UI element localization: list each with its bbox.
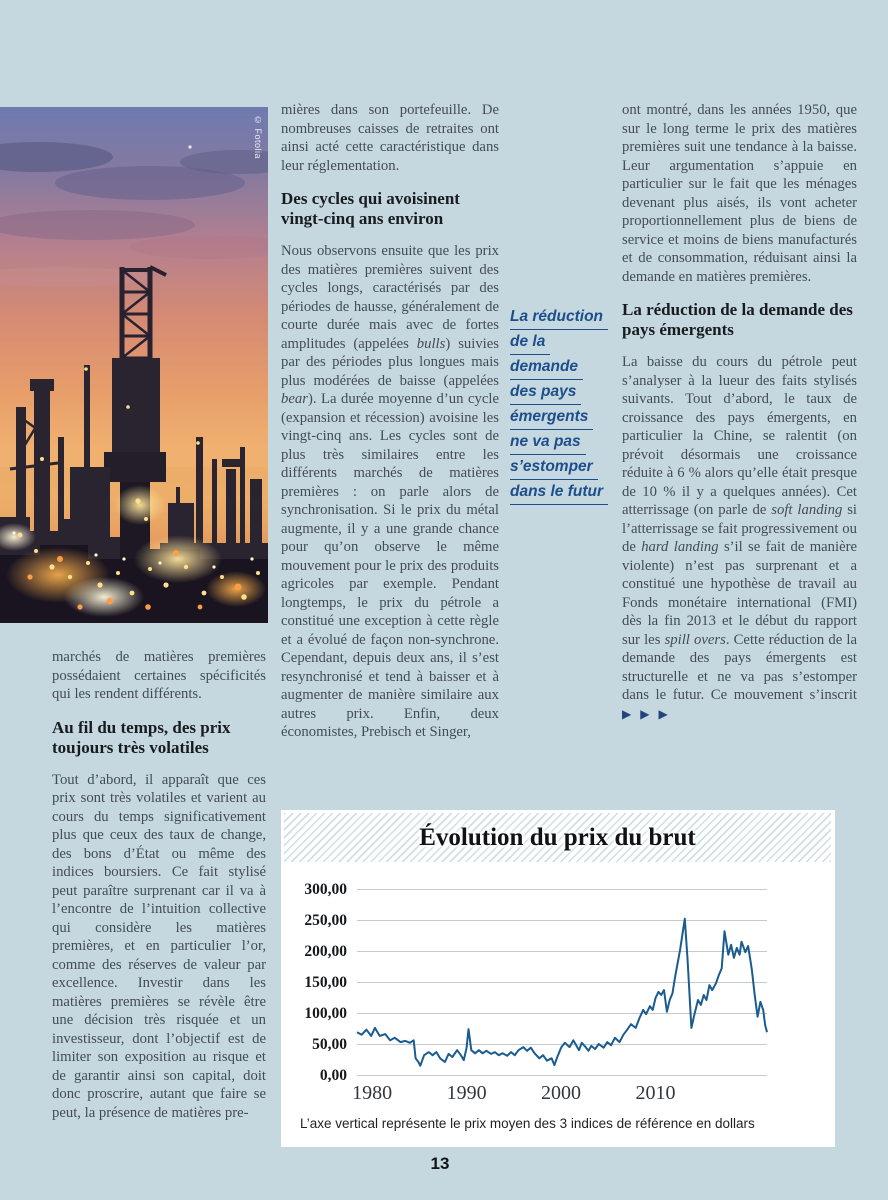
x-axis-tick-label: 1980 xyxy=(352,1082,393,1104)
y-axis-tick-label: 100,00 xyxy=(304,1005,347,1022)
refinery-photo-art xyxy=(0,107,268,623)
pull-quote-line xyxy=(510,480,614,505)
pull-quote xyxy=(510,305,614,505)
section-heading: La réduction de la demande des pays émergents xyxy=(622,300,853,339)
pull-quote-text: La réduction xyxy=(510,305,608,330)
pull-quote-text: dans le futur xyxy=(510,480,608,505)
text-segment: Tout d’abord, il apparaît que ces prix sont très volatiles et varient au cours du temps significativement plus que ceux des taux de change, des bons d’État ou même des indices boursiers. Ce fait stylisé peut paraître surprenant car il va à l’encontre de l’intuition collective qui considère les matières premières, et en particulier l’or, comme des réserves de valeur par excellence. Investir dans les matières premières se révèle être une décision très risquée et un investisseur, dont l’objectif est de limiter son exposition au risque et de garantir ainsi son capital, doit donc proscrire, autant que faire se peut, la présence de matières pre- xyxy=(52,771,266,1121)
text-segment: mières dans son portefeuille. De nombreuses caisses de retraites ont ainsi acté cette caractéristique dans leur réglementation. xyxy=(281,102,499,174)
text-segment: si l’atterrissage se fait progressivement ou de xyxy=(622,502,858,555)
text-segment: bulls xyxy=(416,335,446,352)
text-segment: spill overs xyxy=(664,631,726,648)
pull-quote-line xyxy=(510,380,614,405)
body-paragraph xyxy=(281,242,499,742)
oil-price-chart-panel xyxy=(281,810,835,1147)
pull-quote-text: émergents xyxy=(510,405,593,430)
pull-quote-text: ne va pas xyxy=(510,430,586,455)
pull-quote-line xyxy=(510,405,614,430)
body-paragraph xyxy=(281,101,499,175)
pull-quote-text: demande xyxy=(510,355,583,380)
body-paragraph xyxy=(622,353,857,723)
text-segment: ont montré, dans les années 1950, que sur le long terme le prix des matières premières suit une tendance à la baisse. Leur argumentation s’appuie en particulier sur le fait que les ménages devenant plus aisés, ils vont acheter proportionnellement plus de biens de service et moins de biens manufacturés et de consommation, réduisant ainsi la demande en matières premières. xyxy=(622,102,857,285)
pull-quote-line xyxy=(510,330,614,355)
text-segment: ) suivies par des périodes plus longues mais plus modérées de baisse (appelées xyxy=(281,335,499,389)
text-segment: hard landing xyxy=(641,539,719,555)
refinery-photo xyxy=(0,107,268,623)
pull-quote-line xyxy=(510,455,614,480)
pull-quote-text: des pays xyxy=(510,380,581,405)
pull-quote-text: de la xyxy=(510,330,550,355)
column-middle xyxy=(281,101,499,755)
body-paragraph xyxy=(52,771,266,1123)
y-axis-tick-label: 300,00 xyxy=(304,881,347,898)
chart-caption: L’axe vertical représente le prix moyen des 3 indices de référence en dollars xyxy=(300,1116,755,1131)
oil-price-series-line xyxy=(357,919,767,1066)
y-axis-tick-label: 150,00 xyxy=(304,974,347,991)
pull-quote-text: s’estomper xyxy=(510,455,598,480)
y-axis-tick-label: 50,00 xyxy=(312,1036,347,1053)
pull-quote-line xyxy=(510,430,614,455)
pull-quote-line xyxy=(510,355,614,380)
text-segment: marchés de matières premières possédaient certaines spécificités qui les rendent différents. xyxy=(52,649,266,702)
x-axis-tick-label: 2010 xyxy=(635,1082,676,1104)
x-axis-tick-label: 2000 xyxy=(541,1082,582,1104)
text-segment: soft landing xyxy=(771,502,843,518)
photo-credit: © Fotolia xyxy=(253,115,263,160)
pull-quote-line xyxy=(510,305,614,330)
text-segment: s’il se fait de manière violente) n’est pas surprenant et a constitué une hypothèse de travail au Fonds monétaire international (FMI) dès la fin 2013 et le début du rapport sur les xyxy=(622,539,857,648)
y-axis-tick-label: 200,00 xyxy=(304,943,347,960)
continuation-arrows-icon: ▶ ▶ ▶ xyxy=(622,706,671,721)
chart-title: Évolution du prix du brut xyxy=(419,823,696,851)
page-number: 13 xyxy=(430,1154,450,1173)
price-line-plot xyxy=(357,889,767,1075)
section-heading: Au fil du temps, des prix toujours très volatiles xyxy=(52,717,231,757)
text-segment: . Cette réduction de la demande des pays émergents est structurelle et ne va pas s’estomper dans le futur. Ce mouvement s’inscrit xyxy=(622,631,857,703)
section-heading: Des cycles qui avoisinent vingt-cinq ans environ xyxy=(281,189,460,228)
body-paragraph xyxy=(622,101,857,286)
x-axis-tick-label: 1990 xyxy=(446,1082,487,1104)
text-segment: ). La durée moyenne d’un cycle (expansion et récession) avoisine les vingt-cinq ans. Les cycles sont de plus très similaires entre les différents marchés de matières premières : on parle alors de synchronisation. Si le prix du métal augmente, il y a une grande chance pour qu’on observe le même mouvement pour le prix des produits agricoles par exemple. Pendant longtemps, le prix du pétrole a constitué une exception à cette règle et a évolué de façon non-synchrone. Cependant, depuis deux ans, il s’est resynchronisé et tend à baisser et à augmenter de manière similaire aux autres prix. Enfin, deux économistes, Prebisch et Singer, xyxy=(281,391,499,740)
gridline xyxy=(357,1075,767,1076)
y-axis-tick-label: 0,00 xyxy=(319,1067,347,1084)
chart-title-band xyxy=(284,813,831,862)
text-segment: bear xyxy=(281,391,308,407)
column-left xyxy=(52,648,266,1135)
text-segment: Nous observons ensuite que les prix des matières premières suivent des cycles longs, caractérisés par des périodes de hausse, généralement de courte durée mais avec de fortes amplitudes (appelées xyxy=(281,243,499,352)
y-axis-tick-label: 250,00 xyxy=(304,912,347,929)
text-segment: La baisse du cours du pétrole peut s’analyser à la lueur des faits stylisés suivants. Tout d’abord, le taux de croissance des pays émergents, en particulier la Chine, se ralentit (on prévoit désormais une croissance réduite à 6 % alors qu’elle était presque de 10 % il y a quelques années). Cet atterrissage (on parle de xyxy=(622,354,857,518)
body-paragraph xyxy=(52,648,266,704)
column-right xyxy=(622,101,857,736)
